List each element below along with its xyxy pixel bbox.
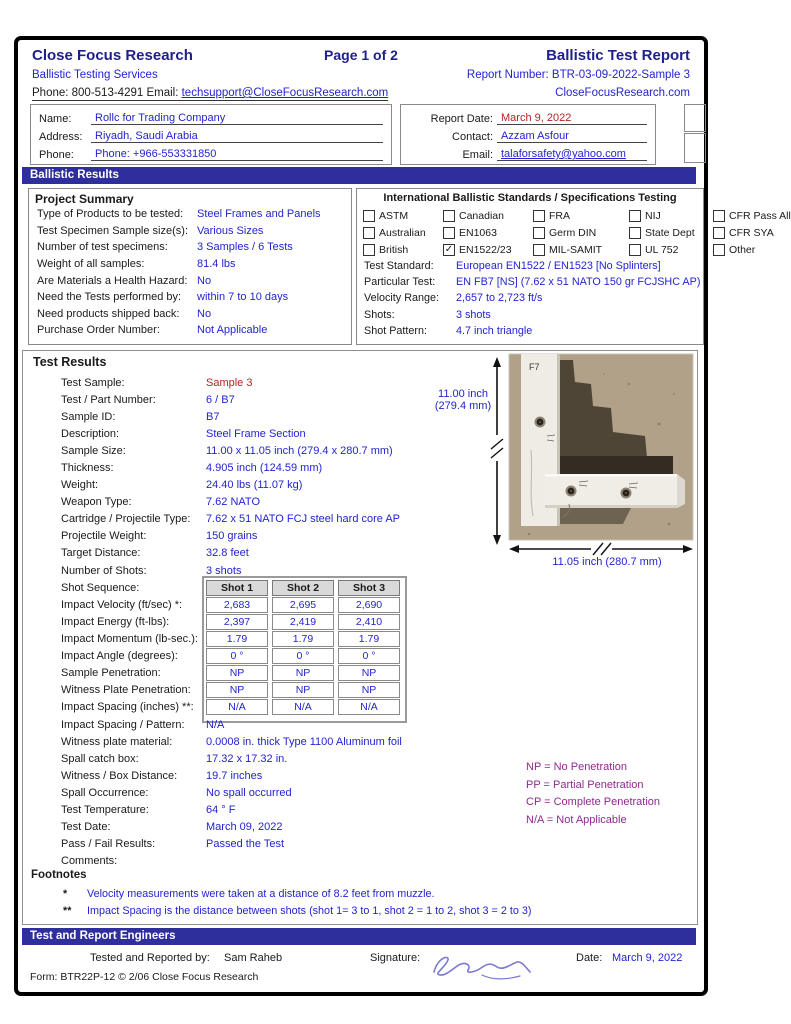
summary-row bbox=[29, 289, 351, 306]
field-label: Name: bbox=[39, 113, 72, 125]
field-label: Impact Momentum (lb-sec.): bbox=[61, 632, 198, 645]
field-value: No bbox=[197, 307, 212, 320]
checkbox-icon[interactable] bbox=[443, 227, 455, 239]
horizontal-dimension-arrow bbox=[509, 542, 693, 556]
shot2-cell: N/A bbox=[272, 699, 334, 715]
checkbox-label: FRA bbox=[549, 209, 570, 222]
field-value: EN FB7 [NS] (7.62 x 51 NATO 150 gr FCJSHC AP) bbox=[456, 276, 701, 289]
summary-row bbox=[29, 256, 351, 273]
form-footer: Form: BTR22P-12 © 2/06 Close Focus Research bbox=[30, 971, 259, 983]
summary-row bbox=[29, 239, 351, 256]
shot-column-header: Shot 1 bbox=[206, 580, 268, 596]
checkbox-label: Other bbox=[729, 243, 756, 256]
standard-checkbox[interactable] bbox=[363, 224, 443, 241]
field-label: Test Date: bbox=[61, 821, 111, 834]
field-label: Cartridge / Projectile Type: bbox=[61, 513, 191, 526]
shot-table-row bbox=[23, 682, 404, 699]
field-label: Shots: bbox=[364, 308, 395, 321]
field-value: Phone: +966-553331850 bbox=[91, 148, 383, 161]
standards-row bbox=[357, 307, 703, 323]
support-email-link[interactable]: techsupport@CloseFocusResearch.com bbox=[181, 87, 389, 99]
checkbox-label: State Dept bbox=[645, 226, 695, 239]
field-value: 4.7 inch triangle bbox=[456, 324, 533, 337]
standards-row bbox=[357, 323, 703, 339]
shot2-cell: 0 ° bbox=[272, 648, 334, 664]
checkbox-label: Australian bbox=[379, 226, 426, 239]
bullet-impact-icon bbox=[566, 486, 577, 497]
shot3-cell: N/A bbox=[338, 699, 400, 715]
field-value: March 9, 2022 bbox=[497, 112, 647, 125]
standard-checkbox[interactable] bbox=[713, 207, 791, 224]
shot2-cell: NP bbox=[272, 682, 334, 698]
checkbox-label: Canadian bbox=[459, 209, 504, 222]
customer-row bbox=[39, 143, 383, 161]
field-label: Type of Products to be tested: bbox=[37, 208, 184, 221]
field-value: 3 shots bbox=[456, 308, 491, 321]
checkbox-icon[interactable] bbox=[363, 244, 375, 256]
field-label: Witness Plate Penetration: bbox=[61, 684, 191, 697]
field-label: Impact Spacing (inches) **: bbox=[61, 701, 194, 714]
shot2-cell: NP bbox=[272, 665, 334, 681]
result-row bbox=[23, 494, 400, 511]
test-results-rows-bottom bbox=[23, 716, 402, 870]
result-row bbox=[23, 853, 402, 870]
field-label: Velocity Range: bbox=[364, 292, 440, 305]
standards-rows bbox=[357, 258, 703, 339]
result-row bbox=[23, 767, 402, 784]
field-label: Test Standard: bbox=[364, 260, 434, 273]
shot-table-header-row bbox=[23, 579, 404, 596]
field-value: B7 bbox=[206, 410, 220, 423]
shot-column-header: Shot 3 bbox=[338, 580, 400, 596]
field-value: Various Sizes bbox=[197, 224, 264, 237]
field-value: European EN1522 / EN1523 [No Splinters] bbox=[456, 260, 661, 273]
field-value: No spall occurred bbox=[206, 786, 292, 799]
field-label: Particular Test: bbox=[364, 276, 436, 289]
standard-checkbox[interactable] bbox=[629, 224, 713, 241]
shot-table-rows bbox=[23, 596, 404, 716]
test-results-title: Test Results bbox=[33, 355, 107, 369]
field-label: Impact Spacing / Pattern: bbox=[61, 718, 185, 731]
company-name: Close Focus Research bbox=[32, 47, 193, 64]
field-value: Rollc for Trading Company bbox=[91, 112, 383, 125]
checkbox-label: NIJ bbox=[645, 209, 661, 222]
customer-row bbox=[39, 125, 383, 143]
summary-row bbox=[29, 306, 351, 323]
checkbox-label: EN1063 bbox=[459, 226, 497, 239]
shot3-cell: NP bbox=[338, 682, 400, 698]
summary-row bbox=[29, 206, 351, 223]
checkbox-icon[interactable] bbox=[629, 227, 641, 239]
shot1-cell: 2,397 bbox=[206, 614, 268, 630]
website-label: CloseFocusResearch.com bbox=[555, 87, 690, 99]
project-summary-rows bbox=[29, 206, 351, 339]
signature-label: Signature: bbox=[370, 952, 421, 964]
field-label: Impact Energy (ft-lbs): bbox=[61, 615, 170, 628]
standard-checkbox[interactable] bbox=[533, 207, 629, 224]
bullet-impact-icon bbox=[621, 488, 632, 499]
field-label: Are Materials a Health Hazard: bbox=[37, 274, 188, 287]
result-row bbox=[23, 459, 400, 476]
checkbox-label: EN1522/23 bbox=[459, 243, 512, 256]
standards-title: International Ballistic Standards / Specifications Testing bbox=[383, 192, 677, 204]
checkbox-label: British bbox=[379, 243, 409, 256]
footnote-text: Impact Spacing is the distance between shots (shot 1= 3 to 1, shot 2 = 1 to 2, shot 3 = 2 to 3) bbox=[87, 904, 532, 917]
field-label: Test Sample: bbox=[61, 376, 125, 389]
field-value: 3 shots bbox=[206, 564, 242, 577]
customer-row bbox=[39, 107, 383, 125]
field-label: Need products shipped back: bbox=[37, 307, 180, 320]
result-row bbox=[23, 784, 402, 801]
company-contact-line: Phone: 800-513-4291 Email: techsupport@CloseFocusResearch.com bbox=[32, 87, 389, 99]
standards-row bbox=[357, 258, 703, 274]
frame-horizontal-member bbox=[545, 474, 677, 508]
standards-row bbox=[357, 290, 703, 306]
shot-table-row bbox=[23, 630, 404, 647]
field-label: Email: bbox=[462, 149, 493, 161]
signature-image bbox=[426, 950, 538, 982]
test-results-box bbox=[22, 350, 698, 925]
field-value: within 7 to 10 days bbox=[197, 291, 289, 304]
standard-checkbox[interactable] bbox=[629, 241, 713, 258]
checkbox-icon[interactable] bbox=[713, 210, 725, 222]
frame-channel-shadow bbox=[557, 456, 673, 474]
report-info-row bbox=[409, 143, 647, 161]
field-value: 7.62 x 51 NATO FCJ steel hard core AP bbox=[206, 513, 401, 526]
checkbox-icon[interactable] bbox=[363, 210, 375, 222]
height-dimension-label: 11.00 inch (279.4 mm) bbox=[434, 388, 492, 412]
footnote-row bbox=[23, 885, 697, 902]
field-value: 19.7 inches bbox=[206, 769, 263, 782]
footnote-marker: * bbox=[63, 887, 68, 900]
field-value: 150 grains bbox=[206, 530, 258, 543]
shot1-cell: N/A bbox=[206, 699, 268, 715]
footnote-rows bbox=[23, 885, 697, 920]
footnotes-section bbox=[23, 869, 697, 920]
field-value: Riyadh, Saudi Arabia bbox=[91, 130, 383, 143]
result-row bbox=[23, 442, 400, 459]
result-row bbox=[23, 425, 400, 442]
field-value: 24.40 lbs (11.07 kg) bbox=[206, 479, 303, 492]
shot-table-row bbox=[23, 596, 404, 613]
field-label: Weight: bbox=[61, 479, 99, 492]
summary-row bbox=[29, 272, 351, 289]
services-tagline: Ballistic Testing Services bbox=[32, 69, 158, 81]
standard-checkbox[interactable] bbox=[629, 207, 713, 224]
shot-table-row bbox=[23, 664, 404, 681]
standard-checkbox[interactable] bbox=[363, 207, 443, 224]
shot1-cell: NP bbox=[206, 665, 268, 681]
field-value: 64 ° F bbox=[206, 804, 236, 817]
field-label: Projectile Weight: bbox=[61, 530, 147, 543]
checkbox-label: CFR Pass All bbox=[729, 209, 791, 222]
checkbox-icon[interactable] bbox=[713, 244, 725, 256]
field-label: Sample ID: bbox=[61, 410, 116, 423]
shot1-cell: NP bbox=[206, 682, 268, 698]
specimen-photo bbox=[509, 354, 693, 540]
shot-column-header: Shot 2 bbox=[272, 580, 334, 596]
field-label: Impact Velocity (ft/sec) *: bbox=[61, 598, 183, 611]
shot3-cell: 1.79 bbox=[338, 631, 400, 647]
bullet-impact-icon bbox=[535, 417, 546, 428]
result-row bbox=[23, 819, 402, 836]
field-value: Sample 3 bbox=[206, 376, 253, 389]
standards-checkbox-grid bbox=[357, 204, 791, 258]
field-value: 0.0008 in. thick Type 1100 Aluminum foil bbox=[206, 735, 402, 748]
checkbox-icon[interactable] bbox=[533, 210, 545, 222]
checkbox-label: MIL-SAMIT bbox=[549, 243, 603, 256]
checkbox-label: CFR SYA bbox=[729, 226, 774, 239]
standard-checkbox[interactable] bbox=[533, 224, 629, 241]
vertical-dimension-arrow bbox=[489, 357, 505, 545]
field-value: 32.8 feet bbox=[206, 547, 249, 560]
result-row bbox=[23, 750, 402, 767]
test-results-rows-top bbox=[23, 374, 400, 579]
shot-table bbox=[23, 579, 404, 716]
tested-by-label: Tested and Reported by: bbox=[90, 952, 210, 964]
field-value: 2,657 to 2,723 ft/s bbox=[456, 292, 543, 305]
standards-box bbox=[356, 188, 791, 345]
field-label: Thickness: bbox=[61, 462, 114, 475]
shot3-cell: 0 ° bbox=[338, 648, 400, 664]
document-title: Ballistic Test Report bbox=[546, 47, 690, 64]
standard-checkbox[interactable] bbox=[443, 241, 533, 258]
customer-info-box bbox=[30, 104, 392, 165]
report-info-box bbox=[400, 104, 656, 165]
legend-item: CP = Complete Penetration bbox=[526, 796, 661, 808]
field-label: Need the Tests performed by: bbox=[37, 291, 182, 304]
result-row bbox=[23, 545, 400, 562]
legend-item: N/A = Not Applicable bbox=[526, 813, 627, 826]
date-label: Date: bbox=[576, 952, 603, 964]
field-value: 3 Samples / 6 Tests bbox=[197, 241, 293, 254]
footnotes-title: Footnotes bbox=[31, 869, 87, 881]
result-row bbox=[23, 511, 400, 528]
tested-by-value: Sam Raheb bbox=[224, 952, 283, 964]
report-number: Report Number: BTR-03-09-2022-Sample 3 bbox=[466, 69, 690, 81]
result-row bbox=[23, 374, 400, 391]
margin-stub-box bbox=[684, 133, 706, 163]
checkbox-icon[interactable] bbox=[533, 227, 545, 239]
field-label: Contact: bbox=[452, 131, 493, 143]
checkbox-icon[interactable]: ✓ bbox=[444, 243, 454, 255]
field-label: Address: bbox=[39, 131, 83, 143]
project-summary-title: Project Summary bbox=[35, 192, 134, 206]
legend-item: NP = No Penetration bbox=[526, 761, 627, 773]
result-row bbox=[23, 801, 402, 818]
field-label: Sample Size: bbox=[61, 444, 126, 457]
field-label: Impact Angle (degrees): bbox=[61, 649, 178, 662]
shot1-cell: 0 ° bbox=[206, 648, 268, 664]
standards-row bbox=[357, 274, 703, 290]
field-label: Shot Pattern: bbox=[364, 324, 428, 337]
field-value: talaforsafety@yahoo.com bbox=[497, 148, 647, 161]
field-label: Weight of all samples: bbox=[37, 258, 145, 271]
result-row bbox=[23, 477, 400, 494]
field-label: Phone: bbox=[39, 149, 74, 161]
field-value: Passed the Test bbox=[206, 838, 285, 851]
standard-checkbox[interactable] bbox=[533, 241, 629, 258]
footnote-text: Velocity measurements were taken at a distance of 8.2 feet from muzzle. bbox=[87, 887, 435, 900]
shot1-cell: 2,683 bbox=[206, 597, 268, 613]
shot1-cell: 1.79 bbox=[206, 631, 268, 647]
field-label: Pass / Fail Results: bbox=[61, 838, 156, 851]
page-border bbox=[14, 36, 791, 996]
shot-table-row bbox=[23, 699, 404, 716]
shot3-cell: 2,690 bbox=[338, 597, 400, 613]
checkbox-icon[interactable] bbox=[443, 210, 455, 222]
checkbox-icon[interactable] bbox=[629, 210, 641, 222]
legend-item: PP = Partial Penetration bbox=[526, 778, 644, 791]
header-line2 bbox=[32, 69, 690, 81]
footnote-marker: ** bbox=[63, 904, 72, 917]
field-label: Report Date: bbox=[430, 113, 493, 125]
shot2-cell: 2,419 bbox=[272, 614, 334, 630]
field-value: March 09, 2022 bbox=[206, 821, 283, 834]
field-value: N/A bbox=[206, 718, 225, 731]
report-info-row bbox=[409, 125, 647, 143]
checkbox-icon[interactable] bbox=[713, 227, 725, 239]
checkbox-label: UL 752 bbox=[645, 243, 679, 256]
field-value: 81.4 lbs bbox=[197, 258, 236, 271]
photo-tag-label: F7 bbox=[529, 362, 540, 372]
result-row bbox=[23, 562, 400, 579]
page-indicator: Page 1 of 2 bbox=[324, 47, 398, 63]
field-label: Number of test specimens: bbox=[37, 241, 168, 254]
summary-row bbox=[29, 322, 351, 339]
checkbox-icon[interactable] bbox=[363, 227, 375, 239]
project-summary-box bbox=[28, 188, 352, 345]
field-value: 6 / B7 bbox=[206, 393, 235, 406]
engineers-bar: Test and Report Engineers bbox=[22, 928, 696, 945]
summary-row bbox=[29, 223, 351, 240]
field-label: Description: bbox=[61, 427, 120, 440]
shot-table-row bbox=[23, 613, 404, 630]
report-header bbox=[32, 47, 690, 64]
shot-table-row bbox=[23, 647, 404, 664]
field-value: 17.32 x 17.32 in. bbox=[206, 752, 288, 765]
result-row bbox=[23, 733, 402, 750]
field-label: Number of Shots: bbox=[61, 564, 147, 577]
footnote-row bbox=[23, 902, 697, 919]
standard-checkbox[interactable] bbox=[713, 241, 791, 258]
field-label: Purchase Order Number: bbox=[37, 324, 160, 337]
standard-checkbox[interactable] bbox=[363, 241, 443, 258]
date-value: March 9, 2022 bbox=[612, 952, 683, 964]
result-row bbox=[23, 528, 400, 545]
field-label: Comments: bbox=[61, 855, 118, 868]
field-label: Shot Sequence: bbox=[61, 581, 140, 594]
field-value: 11.00 x 11.05 inch (279.4 x 280.7 mm) bbox=[206, 444, 393, 457]
standard-checkbox[interactable] bbox=[443, 224, 533, 241]
result-row bbox=[23, 391, 400, 408]
shot2-cell: 1.79 bbox=[272, 631, 334, 647]
field-label: Test Specimen Sample size(s): bbox=[37, 224, 188, 237]
result-row bbox=[23, 716, 402, 733]
checkbox-icon[interactable] bbox=[533, 244, 545, 256]
field-label: Sample Penetration: bbox=[61, 667, 161, 680]
width-dimension-label: 11.05 inch (280.7 mm) bbox=[552, 556, 662, 568]
report-info-row bbox=[409, 107, 647, 125]
field-label: Test Temperature: bbox=[61, 804, 149, 817]
field-label: Witness plate material: bbox=[61, 735, 173, 748]
field-value: Steel Frames and Panels bbox=[197, 208, 321, 221]
checkbox-label: Germ DIN bbox=[549, 226, 597, 239]
field-value: No bbox=[197, 274, 212, 287]
field-value: 4.905 inch (124.59 mm) bbox=[206, 462, 323, 475]
margin-stub-box bbox=[684, 104, 706, 132]
field-value: Azzam Asfour bbox=[497, 130, 647, 143]
field-label: Test / Part Number: bbox=[61, 393, 156, 406]
field-value: Steel Frame Section bbox=[206, 427, 306, 440]
checkbox-label: ASTM bbox=[379, 209, 409, 222]
field-label: Weapon Type: bbox=[61, 496, 132, 509]
field-label: Spall catch box: bbox=[61, 752, 139, 765]
header-line3 bbox=[32, 87, 690, 101]
field-value: Not Applicable bbox=[197, 324, 268, 337]
field-label: Spall Occurrence: bbox=[61, 786, 149, 799]
shot3-cell: 2,410 bbox=[338, 614, 400, 630]
standard-checkbox[interactable] bbox=[443, 207, 533, 224]
standard-checkbox[interactable] bbox=[713, 224, 791, 241]
field-label: Witness / Box Distance: bbox=[61, 769, 178, 782]
ballistic-results-bar: Ballistic Results bbox=[22, 167, 696, 184]
shot3-cell: NP bbox=[338, 665, 400, 681]
field-label: Target Distance: bbox=[61, 547, 141, 560]
penetration-legend bbox=[526, 761, 660, 831]
shot2-cell: 2,695 bbox=[272, 597, 334, 613]
result-row bbox=[23, 408, 400, 425]
result-row bbox=[23, 836, 402, 853]
checkbox-icon[interactable] bbox=[629, 244, 641, 256]
field-value: 7.62 NATO bbox=[206, 496, 261, 509]
